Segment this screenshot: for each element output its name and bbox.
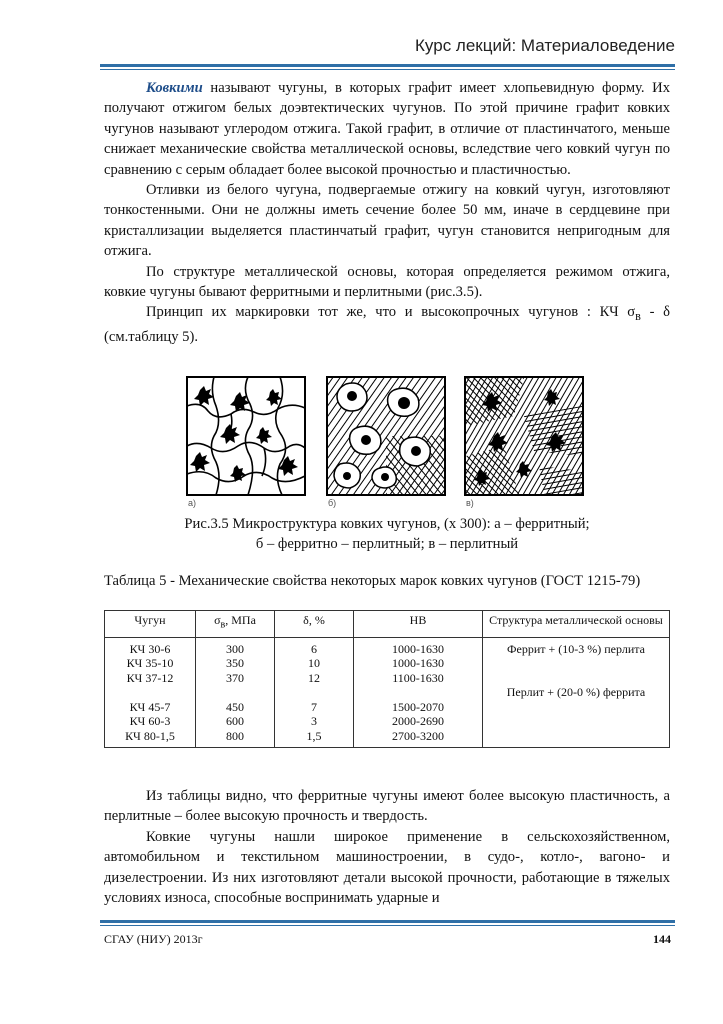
cell-structure xyxy=(483,729,670,748)
figure-c-label: в) xyxy=(466,498,474,508)
body-text-bottom xyxy=(104,786,670,908)
cell-sigma: 800 xyxy=(196,729,275,748)
page-header-title: Курс лекций: Материаловедение xyxy=(415,36,675,55)
body-text-top xyxy=(104,78,670,347)
paragraph-1-text: называют чугуны, в которых графит имеет хлопьевидную форму. Их получают отжигом белых доэвтектических чугунов. По этой причине графит ковких чугунов называют углеродом отжига. Такой графит, в отличие от пластинчатого, меньше снижает механические свойства металлической основы, вследствие чего ковкий чугун по сравнению с серым обладает более высокой прочностью и пластичностью. xyxy=(104,80,670,178)
header-rule-thin xyxy=(100,69,675,70)
cell-hb: 2700-3200 xyxy=(354,729,483,748)
footer-rule-thick xyxy=(100,920,675,923)
header-grade: Чугун xyxy=(105,611,196,638)
table-row xyxy=(105,714,670,729)
cell-sigma: 450 xyxy=(196,700,275,715)
table-row xyxy=(105,656,670,671)
cell-structure xyxy=(483,714,670,729)
cell-hb: 1100-1630 xyxy=(354,671,483,686)
cell-hb: 1000-1630 xyxy=(354,637,483,656)
footer-institution: СГАУ (НИУ) 2013г xyxy=(104,932,203,946)
paragraph-5: Из таблицы видно, что ферритные чугуны имеют более высокую пластичность, а перлитные – более высокую прочность и твердость. xyxy=(104,788,670,825)
cell-sigma: 300 xyxy=(196,637,275,656)
cell-hb: 2000-2690 xyxy=(354,714,483,729)
micrograph-c xyxy=(464,376,584,496)
microstructure-figures xyxy=(186,376,586,516)
cell-structure: Перлит + (20-0 %) феррита xyxy=(483,685,670,700)
footer-rule-thin xyxy=(100,925,675,926)
cell-delta: 3 xyxy=(275,714,354,729)
table-row xyxy=(105,729,670,748)
figure-a-label: а) xyxy=(188,498,197,508)
cell-sigma: 370 xyxy=(196,671,275,686)
cell-grade: КЧ 45-7 xyxy=(105,700,196,715)
cell-delta: 6 xyxy=(275,637,354,656)
table-title: Таблица 5 - Механические свойства некоторых марок ковких чугунов (ГОСТ 1215-79) xyxy=(104,573,641,589)
cell-hb: 1000-1630 xyxy=(354,656,483,671)
cell-hb: 1500-2070 xyxy=(354,700,483,715)
table-row xyxy=(105,637,670,656)
cell-sigma xyxy=(196,685,275,700)
cell-grade: КЧ 37-12 xyxy=(105,671,196,686)
cell-grade: КЧ 30-6 xyxy=(105,637,196,656)
caption-line-1: Рис.3.5 Микроструктура ковких чугунов, (х 300): а – ферритный; xyxy=(184,516,590,532)
header-hb: НВ xyxy=(354,611,483,638)
cell-delta: 7 xyxy=(275,700,354,715)
table-row xyxy=(105,700,670,715)
figure-b-ferritic-pearlitic xyxy=(326,376,446,508)
paragraph-4-text-a: Принцип их маркировки тот же, что и высокопрочных чугунов : КЧ σ xyxy=(146,304,636,321)
paragraph-4 xyxy=(104,302,670,347)
cell-structure: Феррит + (10-3 %) перлита xyxy=(483,637,670,656)
paragraph-6: Ковкие чугуны нашли широкое применение в сельскохозяйственном, автомобильном и текстильном машиностроении, в судо-, котло-, вагоно- и дизелестроении. Из них изготовляют детали высокой прочности, работающие в тяжелых условиях износа, способные воспринимать ударные и xyxy=(104,828,670,907)
properties-table xyxy=(104,610,670,748)
figure-caption xyxy=(104,514,670,554)
term-kovkimi: Ковкими xyxy=(146,80,203,96)
cell-delta: 10 xyxy=(275,656,354,671)
cell-grade: КЧ 35-10 xyxy=(105,656,196,671)
caption-line-2: б – ферритно – перлитный; в – перлитный xyxy=(255,536,519,552)
cell-grade xyxy=(105,685,196,700)
cell-hb xyxy=(354,685,483,700)
table-header-row xyxy=(105,611,670,638)
cell-delta xyxy=(275,685,354,700)
header-rule-thick xyxy=(100,64,675,67)
table-row xyxy=(105,685,670,700)
paragraph-4-text-b: - δ (см.таблицу 5). xyxy=(104,304,670,345)
paragraph-4-sub: в xyxy=(635,309,641,324)
page-number: 144 xyxy=(653,932,671,946)
cell-grade: КЧ 60-3 xyxy=(105,714,196,729)
table-row xyxy=(105,671,670,686)
micrograph-b xyxy=(326,376,446,496)
cell-sigma: 350 xyxy=(196,656,275,671)
cell-structure xyxy=(483,671,670,686)
header-structure: Структура металлической основы xyxy=(483,611,670,638)
cell-structure xyxy=(483,656,670,671)
cell-structure xyxy=(483,700,670,715)
figure-b-label: б) xyxy=(328,498,337,508)
cell-grade: КЧ 80-1,5 xyxy=(105,729,196,748)
paragraph-3: По структуре металлической основы, которая определяется режимом отжига, ковкие чугуны бывают ферритными и перлитными (рис.3.5). xyxy=(104,263,670,301)
cell-delta: 12 xyxy=(275,671,354,686)
paragraph-1 xyxy=(104,78,670,180)
figure-c-pearlitic xyxy=(464,376,584,508)
header-sigma: $\sigma_в$, МПа xyxy=(196,611,275,638)
cell-delta: 1,5 xyxy=(275,729,354,748)
paragraph-2: Отливки из белого чугуна, подвергаемые отжигу на ковкий чугун, изготовляют тонкостенными. Они не должны иметь сечение более 50 мм, иначе в сердцевине при кристаллизации выделяется пластинчатый графит, чугун становится непригодным для отжига. xyxy=(104,182,670,260)
header-delta: δ, % xyxy=(275,611,354,638)
cell-sigma: 600 xyxy=(196,714,275,729)
micrograph-a xyxy=(186,376,306,496)
figure-a-ferritic xyxy=(186,376,306,508)
